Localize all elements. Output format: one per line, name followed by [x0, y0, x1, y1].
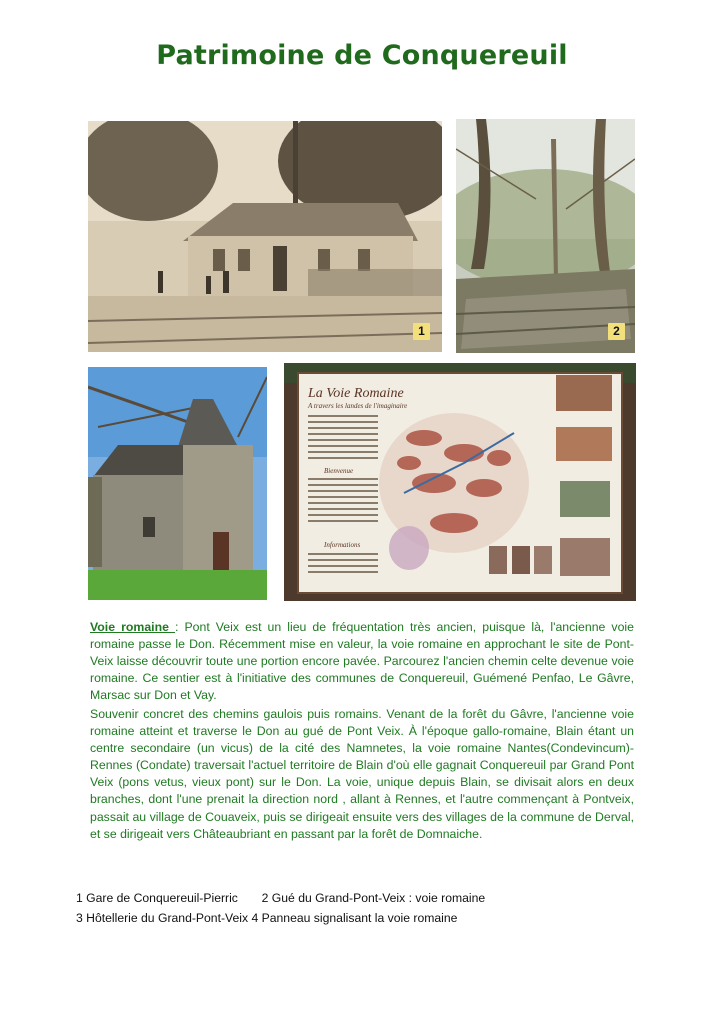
photo-gue-voie-romaine — [456, 119, 635, 353]
sign-section-bienvenue: Bienvenue — [324, 467, 354, 475]
sign-heading: La Voie Romaine — [308, 386, 404, 401]
photo-number-badge: 1 — [413, 323, 430, 340]
paragraph-voie-romaine-text: : Pont Veix est un lieu de fréquentation très ancien, puisque là, l'ancienne voie romaine passe le Don. Récemment mise en valeur, la voie romaine en approchant le site de Pont-Veix laisse découvrir toute une portion encore pavée. Parcourez l'ancien chemin celte devenue voie romaine. Ce sentier est à l'initiative des communes de Conquereuil, Guémené Penfao, Le Gâvre, Marsac sur Don et Vay. — [90, 620, 634, 703]
sign-section-informations: Informations — [324, 541, 361, 549]
photo-gare-conquereuil — [88, 121, 442, 352]
sign-subheading: A travers les landes de l'imaginaire — [308, 402, 408, 410]
photo-number-badge: 2 — [608, 323, 625, 340]
keyword-voie-romaine: Voie romaine — [90, 620, 175, 634]
photo-panneau-voie-romaine — [284, 363, 636, 601]
caption-line-2: 3 Hôtellerie du Grand-Pont-Veix 4 Panneau signalisant la voie romaine — [76, 911, 458, 925]
photo-hotellerie-grand-pont-veix — [88, 367, 267, 600]
paragraph-voie-romaine — [90, 619, 634, 704]
page-title: Patrimoine de Conquereuil — [156, 40, 568, 71]
paragraph-history: Souvenir concret des chemins gaulois puis romains. Venant de la forêt du Gâvre, l'ancienne voie romaine atteint et traverse le Don au gué de Pont Veix. À l'époque gallo-romaine, Blain étant un centre secondaire (un vicus) de la cité des Namnetes, la voie romaine Nantes(Condevincum)-Rennes (Condate) traversait l'actuel territoire de Blain d'où elle gagnait Conquereuil par Grand Pont Veix (pons vetus, vieux pont) sur le Don. La voie, unique depuis Blain, se divisait alors en deux branches, dont l'une prenait la direction nord , allant à Rennes, et l'autre commençant à Pontveix, passait au village de Couaveix, puis se dirigeait ensuite vers des villages de la commune de Derval, et se dirigeait vers Châteaubriant en passant par la forêt de Domnaiche. — [90, 707, 634, 841]
caption-line-1: 1 Gare de Conquereuil-Pierric 2 Gué du Grand-Pont-Veix : voie romaine — [76, 891, 486, 905]
